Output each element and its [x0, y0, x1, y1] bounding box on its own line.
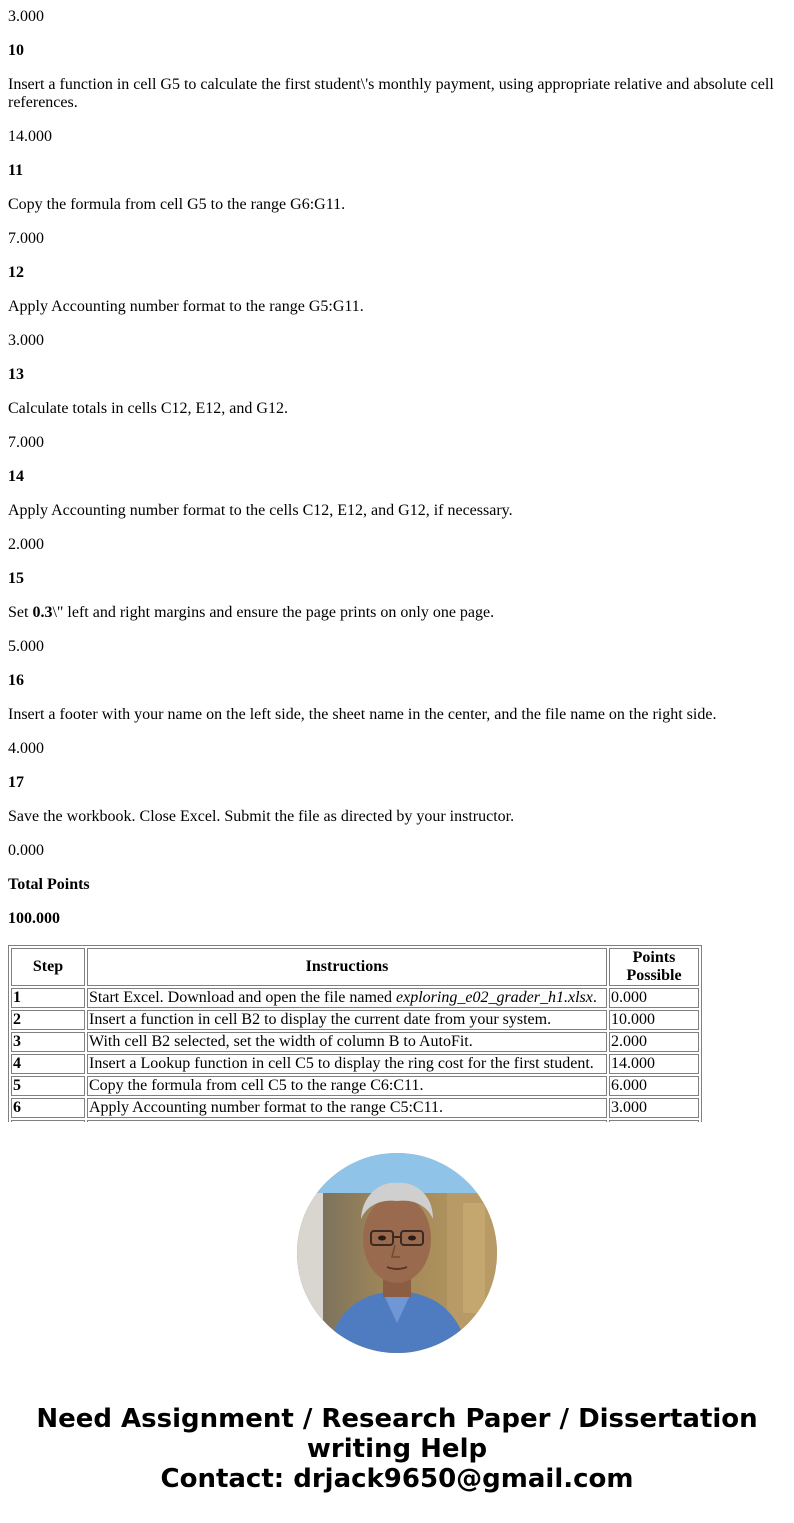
instruction-cell: [87, 1054, 607, 1074]
paragraph: 14.000: [8, 128, 52, 145]
empty-cell: [609, 1120, 699, 1122]
table-row: [11, 1076, 699, 1096]
paragraph: Apply Accounting number format to the cells C12, E12, and G12, if necessary.: [8, 502, 513, 519]
step-heading: 12: [8, 264, 24, 281]
instruction-text: Insert a Lookup function in cell C5 to display the ring cost for the first student.: [89, 1055, 594, 1072]
paragraph: 2.000: [8, 536, 44, 553]
empty-cell: [87, 1120, 607, 1122]
instruction-text: Insert a function in cell B2 to display the current date from your system.: [89, 1011, 552, 1028]
step-heading: 14: [8, 468, 24, 485]
table-row: [11, 1098, 699, 1118]
step-heading: 17: [8, 774, 24, 791]
promo-line-2: writing Help: [306, 1434, 488, 1464]
paragraph: Calculate totals in cells C12, E12, and G12.: [8, 400, 288, 417]
column-header-instructions: Instructions: [87, 948, 607, 986]
instruction-cell: [87, 1010, 607, 1030]
instruction-cell: [87, 1076, 607, 1096]
author-photo: [297, 1153, 497, 1353]
points-cell: 14.000: [609, 1054, 699, 1074]
points-cell: 6.000: [609, 1076, 699, 1096]
instruction-text: Start Excel. Download and open the file named: [89, 989, 397, 1006]
promo-contact: Contact: drjack9650@gmail.com: [160, 1464, 634, 1494]
text-run: \" left and right margins and ensure the page prints on only one page.: [52, 604, 495, 621]
instruction-text: Copy the formula from cell C5 to the range C6:C11.: [89, 1077, 424, 1094]
instruction-cell: [87, 1032, 607, 1052]
paragraph: 3.000: [8, 332, 44, 349]
instruction-text: With cell B2 selected, set the width of column B to AutoFit.: [89, 1033, 473, 1050]
paragraph: 0.000: [8, 842, 44, 859]
paragraph: 7.000: [8, 230, 44, 247]
instruction-cell: [87, 988, 607, 1008]
paragraph: 3.000: [8, 8, 44, 25]
table-row: [11, 1010, 699, 1030]
step-number-cell: 1: [11, 988, 85, 1008]
promo-banner: [0, 1404, 794, 1494]
text-run: Set: [8, 604, 33, 621]
paragraph: Apply Accounting number format to the range G5:G11.: [8, 298, 364, 315]
table-row-cutoff: [11, 1120, 699, 1122]
paragraph: Insert a footer with your name on the left side, the sheet name in the center, and the file name on the right side.: [8, 706, 717, 723]
steps-table: [8, 945, 702, 1122]
paragraph: Insert a function in cell G5 to calculate the first student\'s monthly payment, using appropriate relative and absolute cell references.: [8, 76, 774, 111]
column-header-step: Step: [11, 948, 85, 986]
table-row: [11, 988, 699, 1008]
instruction-cell: [87, 1098, 607, 1118]
table-header-row: [11, 948, 699, 986]
step-heading: 16: [8, 672, 24, 689]
table-row: [11, 1054, 699, 1074]
step-heading: 10: [8, 42, 24, 59]
paragraph: 7.000: [8, 434, 44, 451]
step-number-cell: 4: [11, 1054, 85, 1074]
author-avatar: [297, 1153, 497, 1353]
steps-table-container: [8, 945, 702, 1122]
points-cell: 2.000: [609, 1032, 699, 1052]
table-row: [11, 1032, 699, 1052]
step-heading: 11: [8, 162, 24, 179]
table-body: [11, 988, 699, 1122]
paragraph: Copy the formula from cell G5 to the range G6:G11.: [8, 196, 346, 213]
step-number-cell: 3: [11, 1032, 85, 1052]
paragraph: 4.000: [8, 740, 44, 757]
file-name: exploring_e02_grader_h1.xlsx: [396, 989, 593, 1006]
bold-value: 0.3: [32, 604, 53, 621]
paragraph: 5.000: [8, 638, 44, 655]
step-number-cell: 6: [11, 1098, 85, 1118]
document-body: [8, 0, 786, 936]
step-heading: 15: [8, 570, 24, 587]
empty-cell: [11, 1120, 85, 1122]
paragraph: Save the workbook. Close Excel. Submit the file as directed by your instructor.: [8, 808, 515, 825]
column-header-points: Points Possible: [609, 948, 699, 986]
step-heading: Total Points: [8, 876, 90, 893]
paragraph: [8, 596, 786, 630]
promo-line-1: Need Assignment / Research Paper / Dissertation: [36, 1404, 758, 1434]
instruction-text: Apply Accounting number format to the range C5:C11.: [89, 1099, 444, 1116]
points-cell: 0.000: [609, 988, 699, 1008]
instruction-text-end: .: [592, 989, 597, 1006]
step-heading: 13: [8, 366, 24, 383]
points-cell: 3.000: [609, 1098, 699, 1118]
points-cell: 10.000: [609, 1010, 699, 1030]
step-number-cell: 2: [11, 1010, 85, 1030]
step-number-cell: 5: [11, 1076, 85, 1096]
step-heading: 100.000: [8, 910, 60, 927]
